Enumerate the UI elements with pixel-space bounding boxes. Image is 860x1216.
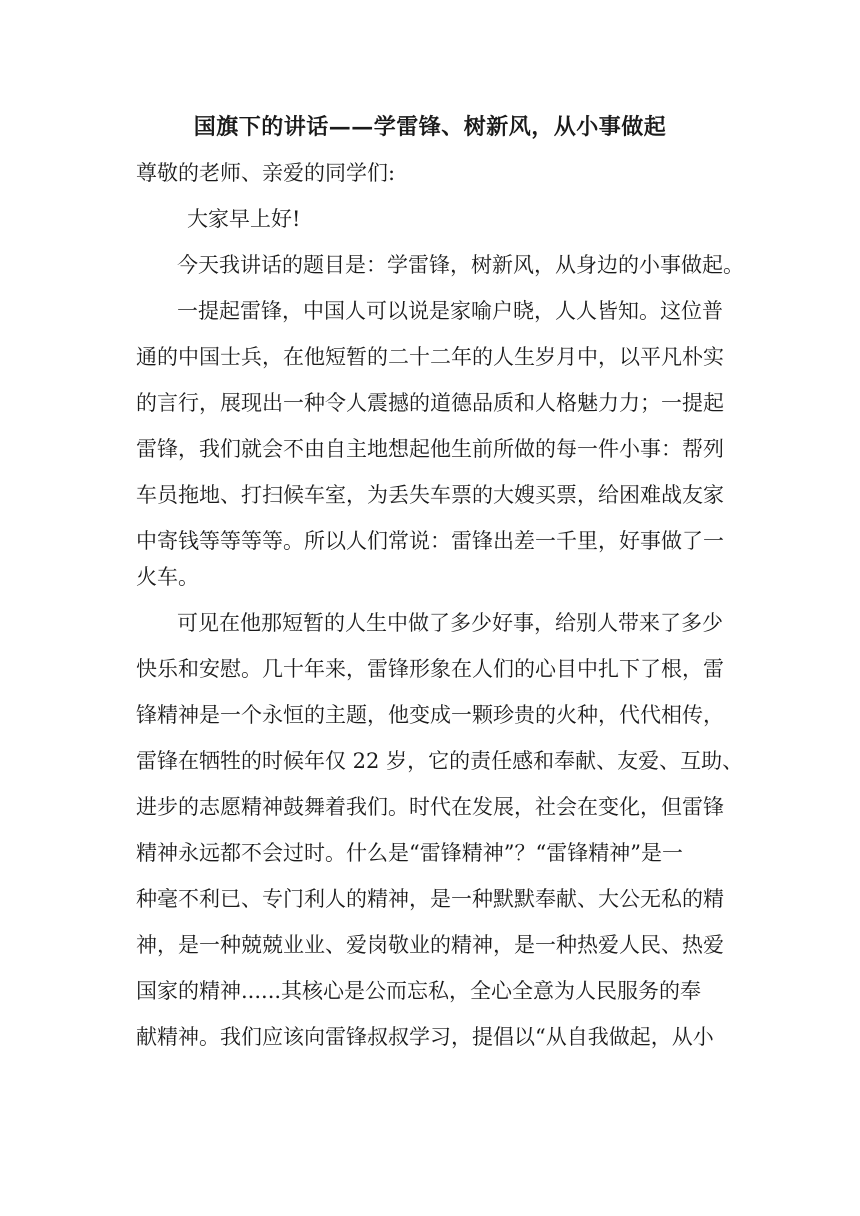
- paragraph-line: 快乐和安慰。几十年来，雷锋形象在人们的心目中扎下了根，雷: [136, 657, 724, 681]
- paragraph-line: 火车。: [136, 565, 199, 589]
- paragraph-line: 可见在他那短暂的人生中做了多少好事，给别人带来了多少: [177, 611, 723, 635]
- paragraph-line: 的言行，展现出一种令人震撼的道德品质和人格魅力力；一提起: [136, 391, 724, 415]
- paragraph-line: 神，是一种兢兢业业、爱岗敬业的精神，是一种热爱人民、热爱: [136, 933, 724, 957]
- paragraph-line: 进步的志愿精神鼓舞着我们。时代在发展，社会在变化，但雷锋: [136, 795, 724, 819]
- paragraph-line: 雷锋在牺牲的时候年仅 22 岁，它的责任感和奉献、友爱、互助、: [136, 749, 744, 773]
- greeting: 大家早上好!: [187, 207, 301, 231]
- paragraph-line: 献精神。我们应该向雷锋叔叔学习，提倡以“从自我做起，从小: [136, 1025, 714, 1049]
- document-title: 国旗下的讲话——学雷锋、树新风，从小事做起: [193, 114, 667, 140]
- paragraph-line: 种毫不利已、专门利人的精神，是一种默默奉献、大公无私的精: [136, 887, 724, 911]
- paragraph-line: 雷锋，我们就会不由自主地想起他生前所做的每一件小事：帮列: [136, 437, 724, 461]
- paragraph-line: 车员拖地、打扫候车室，为丢失车票的大嫂买票，给困难战友家: [136, 483, 724, 507]
- paragraph-line: 锋精神是一个永恒的主题，他变成一颗珍贵的火种，代代相传，: [136, 703, 724, 727]
- paragraph-line: 通的中国士兵，在他短暂的二十二年的人生岁月中，以平凡朴实: [136, 345, 724, 369]
- paragraph-line: 中寄钱等等等等。所以人们常说：雷锋出差一千里，好事做了一: [136, 529, 724, 553]
- paragraph-line: 国家的精神......其核心是公而忘私，全心全意为人民服务的奉: [136, 979, 702, 1003]
- paragraph-line: 今天我讲话的题目是：学雷锋，树新风，从身边的小事做起。: [177, 253, 744, 277]
- salutation: 尊敬的老师、亲爱的同学们:: [136, 161, 396, 185]
- paragraph-line: 一提起雷锋，中国人可以说是家喻户晓，人人皆知。这位普: [177, 299, 723, 323]
- paragraph-line: 精神永远都不会过时。什么是“雷锋精神”？“雷锋精神”是一: [136, 841, 683, 865]
